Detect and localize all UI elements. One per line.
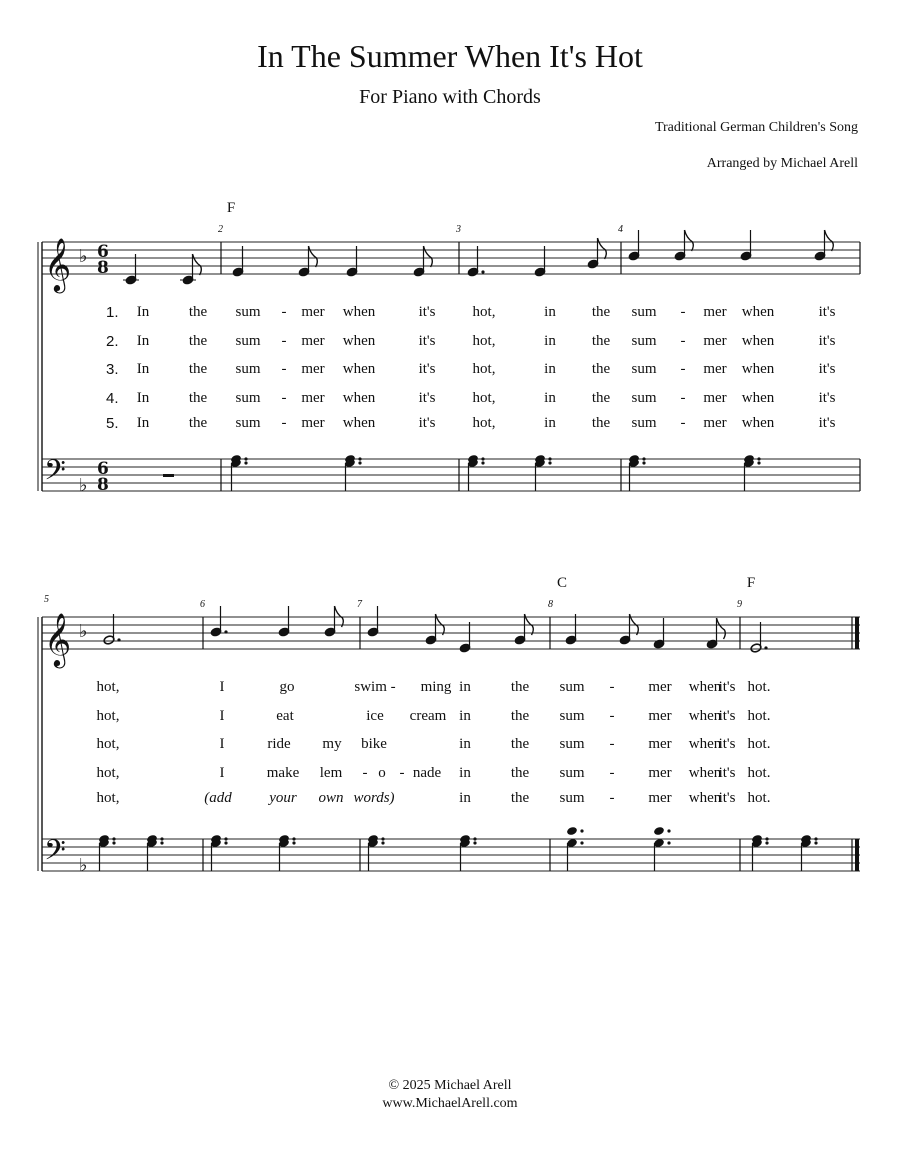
note-dot — [757, 457, 760, 460]
lyric-syllable: when — [741, 333, 775, 349]
note-dot — [667, 841, 670, 844]
note-dot — [580, 841, 583, 844]
lyric-syllable: the — [591, 304, 611, 320]
note-dot — [358, 457, 361, 460]
note-dot — [642, 457, 645, 460]
lyric-syllable: when — [688, 736, 722, 752]
measure-number: 2 — [218, 224, 223, 235]
lyric-syllable: - — [281, 333, 287, 349]
measure-number: 8 — [548, 599, 553, 610]
verse-number: 3. — [106, 361, 119, 378]
lyric-syllable: mer — [648, 765, 672, 781]
lyric-syllable: In — [136, 333, 150, 349]
time-signature: 6 — [97, 242, 109, 262]
lyric-syllable: it's — [818, 361, 836, 377]
note-flag — [424, 246, 433, 267]
final-barline — [855, 617, 859, 649]
note-dot — [244, 457, 247, 460]
lyric-syllable: it's — [718, 708, 736, 724]
lyric-syllable: - — [680, 361, 686, 377]
lyric-syllable: mer — [703, 333, 727, 349]
note-dot — [473, 837, 476, 840]
measure-number: 3 — [456, 224, 461, 235]
note-flag — [309, 246, 318, 267]
lyric-syllable: your — [269, 790, 297, 806]
arranger-credit: Arranged by Michael Arell — [706, 156, 858, 171]
note-flag — [193, 254, 202, 275]
lyric-syllable: sum — [631, 390, 657, 406]
lyric-syllable: - — [680, 304, 686, 320]
lyric-syllable: - — [281, 361, 287, 377]
lyric-syllable: mer — [301, 415, 325, 431]
lyric-syllable: when — [688, 790, 722, 806]
lyric-syllable: it's — [718, 765, 736, 781]
measure-number: 7 — [357, 599, 362, 610]
lyric-syllable: when — [342, 361, 376, 377]
lyric-syllable: In — [136, 390, 150, 406]
lyric-syllable: - — [399, 765, 405, 781]
lyric-syllable: - — [609, 765, 615, 781]
lyric-syllable: mer — [301, 390, 325, 406]
lyric-syllable: I — [219, 765, 225, 781]
time-signature: 8 — [97, 258, 109, 278]
measure-number: 5 — [44, 594, 49, 605]
half-rest — [163, 474, 174, 477]
lyric-syllable: mer — [703, 361, 727, 377]
lyric-syllable: I — [219, 736, 225, 752]
lyric-syllable: I — [219, 679, 225, 695]
lyric-syllable: it's — [718, 790, 736, 806]
lyric-syllable: own — [318, 790, 344, 806]
time-signature: 8 — [97, 475, 109, 495]
page-title: In The Summer When It's Hot — [257, 38, 643, 74]
chord-symbol: F — [226, 200, 236, 216]
note-dot — [117, 638, 120, 641]
lyric-syllable: mer — [648, 679, 672, 695]
lyric-syllable: sum — [631, 304, 657, 320]
lyric-syllable: it's — [718, 736, 736, 752]
lyric-syllable: mer — [648, 708, 672, 724]
note-dot — [765, 837, 768, 840]
lyric-syllable: when — [741, 390, 775, 406]
lyric-syllable: (add — [204, 790, 232, 806]
measure-number: 4 — [618, 224, 623, 235]
bass-clef: 𝄢 — [44, 834, 66, 874]
lyric-syllable: go — [279, 679, 295, 695]
lyric-syllable: the — [188, 361, 208, 377]
treble-clef: 𝄞 — [44, 237, 72, 291]
note-dot — [381, 837, 384, 840]
website-link: www.MichaelArell.com — [382, 1096, 518, 1111]
lyric-syllable: the — [591, 333, 611, 349]
lyric-syllable: - — [680, 415, 686, 431]
lyric-syllable: it's — [818, 415, 836, 431]
note-flag — [598, 238, 607, 259]
lyric-syllable: In — [136, 304, 150, 320]
lyric-syllable: swim - — [354, 679, 396, 695]
note-dot — [481, 461, 484, 464]
note-dot — [548, 461, 551, 464]
chord-symbol: C — [556, 575, 568, 591]
lyric-syllable: ride — [267, 736, 291, 752]
lyric-syllable: in — [544, 361, 556, 377]
lyric-syllable: it's — [818, 390, 836, 406]
lyric-syllable: the — [591, 415, 611, 431]
note-dot — [764, 646, 767, 649]
lyric-syllable: hot, — [96, 790, 120, 806]
lyric-syllable: the — [510, 708, 530, 724]
key-signature-flat: ♭ — [79, 246, 88, 267]
lyric-syllable: when — [741, 415, 775, 431]
note-dot — [667, 829, 670, 832]
lyric-syllable: sum — [235, 415, 261, 431]
note-dot — [292, 837, 295, 840]
lyric-syllable: mer — [703, 390, 727, 406]
verse-number: 1. — [106, 304, 119, 321]
lyric-syllable: in — [544, 304, 556, 320]
lyric-syllable: hot, — [96, 708, 120, 724]
lyric-syllable: hot, — [472, 361, 496, 377]
lyric-syllable: - — [281, 390, 287, 406]
note-dot — [548, 457, 551, 460]
note-dot — [244, 461, 247, 464]
lyric-syllable: the — [510, 679, 530, 695]
lyric-syllable: hot, — [96, 765, 120, 781]
note-dot — [481, 457, 484, 460]
lyric-syllable: in — [544, 415, 556, 431]
composer-credit: Traditional German Children's Song — [654, 120, 858, 135]
note-flag — [825, 230, 834, 251]
note-dot — [473, 841, 476, 844]
note-dot — [814, 837, 817, 840]
note-dot — [112, 841, 115, 844]
lyric-syllable: it's — [418, 361, 436, 377]
lyric-syllable: mer — [703, 304, 727, 320]
lyric-syllable: the — [188, 304, 208, 320]
lyric-syllable: the — [188, 333, 208, 349]
lyric-syllable: - — [609, 679, 615, 695]
lyric-syllable: when — [741, 361, 775, 377]
note-dot — [160, 841, 163, 844]
lyric-syllable: when — [688, 708, 722, 724]
lyric-syllable: in — [459, 679, 471, 695]
note-dot — [481, 270, 484, 273]
note-dot — [814, 841, 817, 844]
lyric-syllable: it's — [418, 415, 436, 431]
lyric-syllable: it's — [718, 679, 736, 695]
lyric-syllable: hot, — [96, 679, 120, 695]
lyric-syllable: the — [591, 390, 611, 406]
lyric-syllable: hot. — [747, 708, 771, 724]
note-flag — [717, 618, 726, 639]
lyric-syllable: when — [342, 304, 376, 320]
lyric-syllable: - — [362, 765, 368, 781]
lyric-syllable: it's — [418, 304, 436, 320]
verse-number: 2. — [106, 333, 119, 350]
lyric-syllable: - — [281, 304, 287, 320]
note-dot — [112, 837, 115, 840]
note-head — [566, 826, 578, 836]
note-dot — [757, 461, 760, 464]
lyric-syllable: when — [688, 679, 722, 695]
lyric-syllable: when — [342, 333, 376, 349]
lyric-syllable: it's — [818, 304, 836, 320]
lyric-syllable: hot. — [747, 790, 771, 806]
note-dot — [292, 841, 295, 844]
lyric-syllable: words) — [353, 790, 395, 806]
lyric-syllable: mer — [648, 736, 672, 752]
note-dot — [224, 837, 227, 840]
lyric-syllable: hot, — [96, 736, 120, 752]
lyric-syllable: it's — [818, 333, 836, 349]
lyric-syllable: in — [544, 333, 556, 349]
lyric-syllable: sum — [235, 304, 261, 320]
note-dot — [580, 829, 583, 832]
note-dot — [358, 461, 361, 464]
lyric-syllable: in — [544, 390, 556, 406]
lyric-syllable: in — [459, 790, 471, 806]
lyric-syllable: when — [342, 390, 376, 406]
lyric-syllable: the — [510, 765, 530, 781]
lyric-syllable: - — [609, 708, 615, 724]
lyric-syllable: mer — [648, 790, 672, 806]
key-signature-flat: ♭ — [79, 475, 88, 496]
lyric-syllable: my — [322, 736, 342, 752]
lyric-syllable: sum — [235, 390, 261, 406]
lyric-syllable: in — [459, 736, 471, 752]
lyric-syllable: sum — [235, 333, 261, 349]
lyric-syllable: - — [281, 415, 287, 431]
lyric-syllable: in — [459, 708, 471, 724]
lyric-syllable: sum — [559, 765, 585, 781]
lyric-syllable: it's — [418, 333, 436, 349]
lyric-syllable: when — [688, 765, 722, 781]
lyric-syllable: bike — [361, 736, 387, 752]
lyric-syllable: - — [609, 736, 615, 752]
note-dot — [160, 837, 163, 840]
lyric-syllable: when — [342, 415, 376, 431]
lyric-syllable: the — [591, 361, 611, 377]
lyric-syllable: o — [378, 765, 386, 781]
note-dot — [765, 841, 768, 844]
lyric-syllable: sum — [631, 415, 657, 431]
lyric-syllable: sum — [559, 708, 585, 724]
copyright-notice: © 2025 Michael Arell — [388, 1078, 512, 1093]
lyric-syllable: the — [510, 790, 530, 806]
lyric-syllable: ming — [420, 679, 452, 695]
lyric-syllable: hot. — [747, 736, 771, 752]
lyric-syllable: cream — [409, 708, 447, 724]
lyric-syllable: the — [510, 736, 530, 752]
lyric-syllable: hot, — [472, 304, 496, 320]
lyric-syllable: In — [136, 415, 150, 431]
note-dot — [224, 630, 227, 633]
lyric-syllable: sum — [631, 361, 657, 377]
lyric-syllable: sum — [631, 333, 657, 349]
lyric-syllable: sum — [559, 679, 585, 695]
note-dot — [642, 461, 645, 464]
lyric-syllable: nade — [412, 765, 442, 781]
lyric-syllable: the — [188, 390, 208, 406]
page-subtitle: For Piano with Chords — [359, 86, 541, 108]
lyric-syllable: mer — [301, 304, 325, 320]
lyric-syllable: the — [188, 415, 208, 431]
lyric-syllable: ice — [366, 708, 384, 724]
lyric-syllable: when — [741, 304, 775, 320]
lyric-syllable: eat — [276, 708, 294, 724]
verse-number: 4. — [106, 390, 119, 407]
lyric-syllable: I — [219, 708, 225, 724]
note-dot — [381, 841, 384, 844]
lyric-syllable: make — [266, 765, 300, 781]
lyric-syllable: in — [459, 765, 471, 781]
lyric-syllable: hot, — [472, 333, 496, 349]
lyric-syllable: mer — [301, 333, 325, 349]
lyric-syllable: sum — [235, 361, 261, 377]
measure-number: 9 — [737, 599, 742, 610]
lyric-syllable: - — [609, 790, 615, 806]
lyric-syllable: hot. — [747, 765, 771, 781]
lyric-syllable: In — [136, 361, 150, 377]
key-signature-flat: ♭ — [79, 855, 88, 876]
lyric-syllable: sum — [559, 736, 585, 752]
chord-symbol: F — [746, 575, 756, 591]
verse-number: 5. — [106, 415, 119, 432]
note-head — [653, 826, 665, 836]
final-barline — [855, 839, 859, 871]
time-signature: 6 — [97, 459, 109, 479]
lyric-syllable: hot, — [472, 415, 496, 431]
key-signature-flat: ♭ — [79, 621, 88, 642]
note-dot — [224, 841, 227, 844]
treble-clef: 𝄞 — [44, 612, 72, 666]
lyric-syllable: sum — [559, 790, 585, 806]
lyric-syllable: - — [680, 333, 686, 349]
lyric-syllable: mer — [703, 415, 727, 431]
lyric-syllable: it's — [418, 390, 436, 406]
note-flag — [685, 230, 694, 251]
lyric-syllable: hot, — [472, 390, 496, 406]
bass-clef: 𝄢 — [44, 454, 66, 494]
measure-number: 6 — [200, 599, 205, 610]
lyric-syllable: mer — [301, 361, 325, 377]
lyric-syllable: lem — [319, 765, 343, 781]
lyric-syllable: - — [680, 390, 686, 406]
lyric-syllable: hot. — [747, 679, 771, 695]
